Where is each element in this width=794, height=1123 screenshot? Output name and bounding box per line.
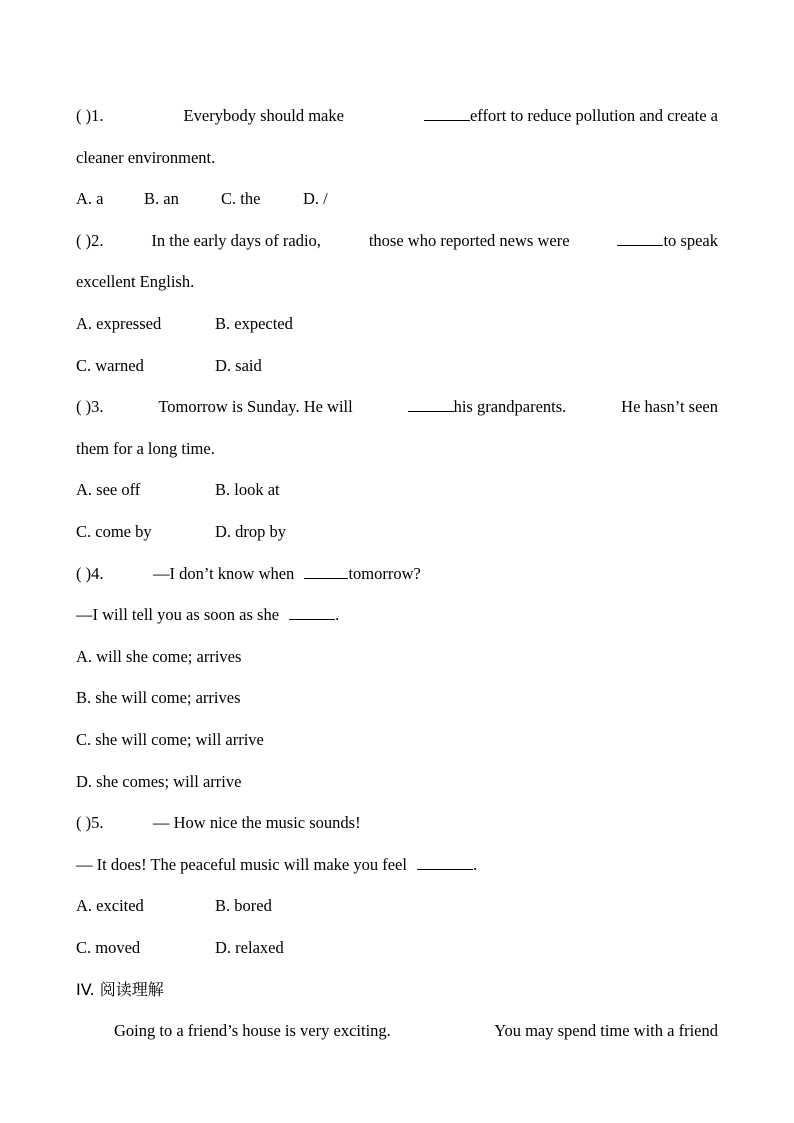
question-3-stem-b: his grandparents. — [453, 397, 567, 416]
passage-line-1-a: Going to a friend’s house is very exciting. — [114, 1021, 391, 1040]
question-1-line-1 — [76, 106, 718, 126]
option-c: C. moved — [76, 938, 141, 957]
question-4-stem-d: . — [335, 605, 340, 624]
question-2-options-row-1 — [76, 314, 718, 334]
question-4-number: ( )4. — [76, 564, 104, 583]
question-4-option-b: B. she will come; arrives — [76, 688, 241, 707]
question-5-stem-b: — It does! The peaceful music will make you feel — [76, 855, 407, 874]
answer-blank — [417, 855, 473, 870]
question-5-options-row-1 — [76, 896, 718, 916]
answer-blank — [408, 397, 454, 412]
question-5-number: ( )5. — [76, 813, 104, 832]
question-4-stem-a: —I don’t know when — [153, 564, 295, 583]
option-c: C. the — [221, 189, 261, 208]
question-3-stem-a: Tomorrow is Sunday. He will — [158, 397, 353, 416]
option-d: D. relaxed — [215, 938, 284, 957]
option-b: B. expected — [215, 314, 293, 333]
question-4-option-a: A. will she come; arrives — [76, 647, 242, 666]
question-5-line-2 — [76, 855, 718, 875]
question-2-number: ( )2. — [76, 231, 104, 250]
option-a: A. a — [76, 189, 104, 208]
option-a: A. excited — [76, 896, 144, 915]
question-2-line-1 — [76, 231, 718, 251]
question-3-stem-c: He hasn’t seen — [621, 397, 718, 416]
question-5-stem-a: — How nice the music sounds! — [153, 813, 361, 832]
question-4-stem-c: —I will tell you as soon as she — [76, 605, 280, 624]
option-b: B. bored — [215, 896, 272, 915]
section-heading: IV. 阅读理解 — [76, 980, 164, 999]
passage-line-1-b: You may spend time with a friend — [494, 1021, 718, 1040]
question-5-options-row-2 — [76, 938, 718, 958]
question-3-options-row-2 — [76, 522, 718, 542]
question-3-line-1 — [76, 397, 718, 417]
question-2-line-2: excellent English. — [76, 272, 195, 291]
question-1-number: ( )1. — [76, 106, 104, 125]
option-d: D. drop by — [215, 522, 287, 541]
option-a: A. see off — [76, 480, 141, 499]
option-d: D. / — [303, 189, 328, 208]
question-2-stem-b: those who reported news were — [368, 231, 570, 250]
passage-line-1 — [76, 1021, 718, 1041]
answer-blank — [289, 605, 335, 620]
question-3-options-row-1 — [76, 480, 718, 500]
question-3-number: ( )3. — [76, 397, 104, 416]
question-5-stem-c: . — [473, 855, 478, 874]
question-4-line-1 — [76, 564, 718, 584]
question-2-stem-c: to speak — [663, 231, 718, 250]
option-d: D. said — [215, 356, 262, 375]
question-4-line-2 — [76, 605, 718, 625]
question-1-stem-b: effort to reduce pollution and create a — [469, 106, 718, 125]
question-4-option-d: D. she comes; will arrive — [76, 772, 242, 791]
option-c: C. come by — [76, 522, 152, 541]
answer-blank — [617, 231, 663, 246]
option-c: C. warned — [76, 356, 144, 375]
option-b: B. an — [144, 189, 179, 208]
question-1-line-2: cleaner environment. — [76, 148, 216, 167]
question-2-stem-a: In the early days of radio, — [151, 231, 321, 250]
option-a: A. expressed — [76, 314, 162, 333]
question-4-option-c: C. she will come; will arrive — [76, 730, 264, 749]
option-b: B. look at — [215, 480, 280, 499]
answer-blank — [304, 564, 348, 579]
question-2-options-row-2 — [76, 356, 718, 376]
question-1-options — [76, 189, 718, 209]
answer-blank — [424, 106, 470, 121]
question-1-stem-a: Everybody should make — [183, 106, 344, 125]
question-4-stem-b: tomorrow? — [348, 564, 421, 583]
question-3-line-2: them for a long time. — [76, 439, 215, 458]
question-5-line-1 — [76, 813, 718, 833]
